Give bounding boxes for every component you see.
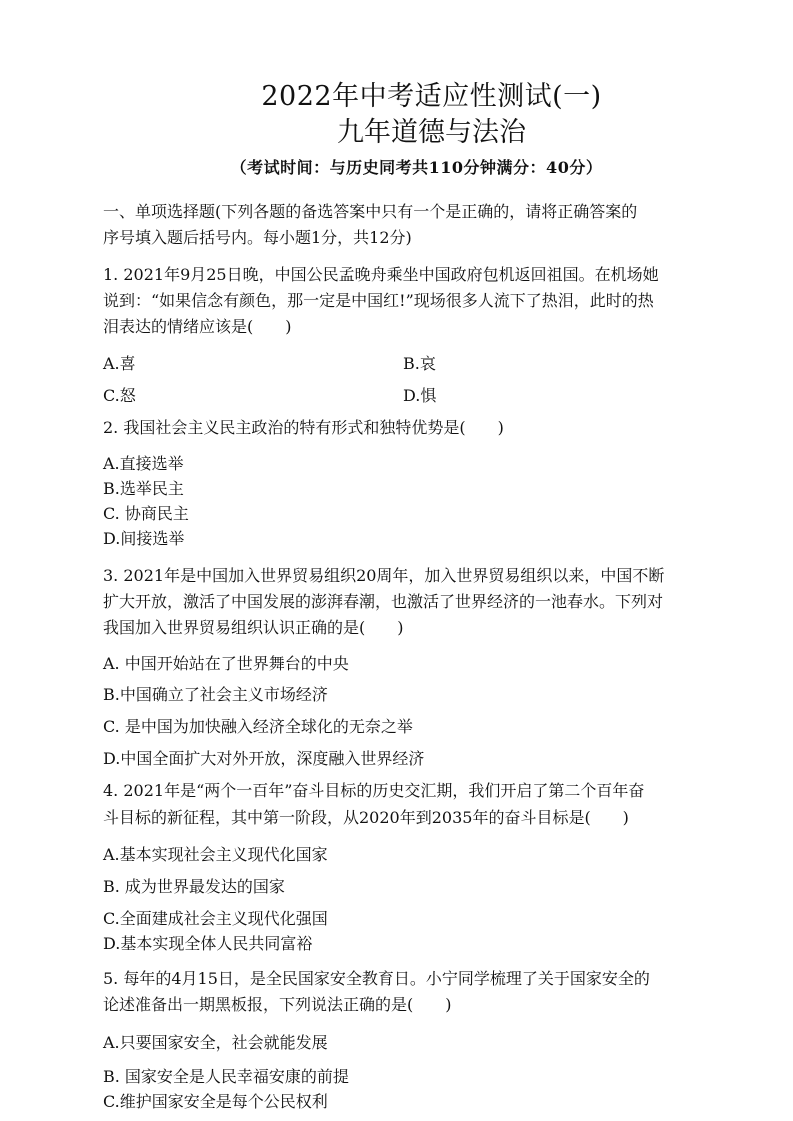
question-5-stem: 论述准备出一期黑板报，下列说法正确的是( ) — [103, 995, 452, 1014]
question-1-stem: 泪表达的情绪应该是( ) — [103, 317, 292, 336]
question-2-option-c: C. 协商民主 — [103, 504, 189, 523]
question-4-option-a: A.基本实现社会主义现代化国家 — [103, 845, 328, 864]
question-4-option-d: D.基本实现全体人民共同富裕 — [103, 934, 313, 953]
question-2-option-d: D.间接选举 — [103, 529, 185, 548]
question-5-stem: 5. 每年的4月15日，是全民国家安全教育日。小宁同学梳理了关于国家安全的 — [103, 969, 650, 988]
question-1-option-d: D.惧 — [403, 386, 437, 405]
question-5-option-c: C.维护国家安全是每个公民权利 — [103, 1092, 328, 1111]
question-1-option-b: B.哀 — [403, 354, 436, 373]
question-4-stem: 斗目标的新征程，其中第一阶段，从2020年到2035年的奋斗目标是( ) — [103, 808, 629, 827]
question-2-stem: 2. 我国社会主义民主政治的特有形式和独特优势是( ) — [103, 418, 504, 437]
question-2-option-b: B.选举民主 — [103, 479, 184, 498]
question-4-option-c: C.全面建成社会主义现代化强国 — [103, 909, 328, 928]
question-4-stem: 4. 2021年是“两个一百年”奋斗目标的历史交汇期，我们开启了第二个百年奋 — [103, 781, 645, 800]
question-3-stem: 3. 2021年是中国加入世界贸易组织20周年，加入世界贸易组织以来，中国不断 — [103, 566, 665, 585]
question-5-option-a: A.只要国家安全，社会就能发展 — [103, 1033, 328, 1052]
section-instruction: 序号填入题后括号内。每小题1分，共12分) — [103, 228, 412, 247]
question-3-option-a: A. 中国开始站在了世界舞台的中央 — [103, 654, 349, 673]
question-4-option-b: B. 成为世界最发达的国家 — [103, 877, 285, 896]
question-1-option-c: C.怒 — [103, 386, 136, 405]
question-1-stem: 说到：“如果信念有颜色，那一定是中国红!”现场很多人流下了热泪，此时的热 — [103, 291, 654, 310]
question-1-option-a: A.喜 — [103, 354, 136, 373]
question-5-option-b: B. 国家安全是人民幸福安康的前提 — [103, 1067, 349, 1086]
exam-time-info: （考试时间：与历史同考共110分钟满分：40分） — [230, 158, 603, 177]
exam-subject: 九年道德与法治 — [337, 117, 526, 148]
question-3-option-c: C. 是中国为加快融入经济全球化的无奈之举 — [103, 717, 413, 736]
exam-title: 2022年中考适应性测试(一) — [261, 81, 602, 112]
question-1-stem: 1. 2021年9月25日晚，中国公民孟晚舟乘坐中国政府包机返回祖国。在机场她 — [103, 265, 659, 284]
question-3-option-d: D.中国全面扩大对外开放，深度融入世界经济 — [103, 749, 425, 768]
question-2-option-a: A.直接选举 — [103, 454, 184, 473]
question-3-stem: 我国加入世界贸易组织认识正确的是( ) — [103, 618, 404, 637]
section-instruction: 一、单项选择题(下列各题的备选答案中只有一个是正确的，请将正确答案的 — [103, 202, 638, 221]
question-3-option-b: B.中国确立了社会主义市场经济 — [103, 685, 328, 704]
question-3-stem: 扩大开放，激活了中国发展的澎湃春潮，也激活了世界经济的一池春水。下列对 — [103, 592, 664, 611]
